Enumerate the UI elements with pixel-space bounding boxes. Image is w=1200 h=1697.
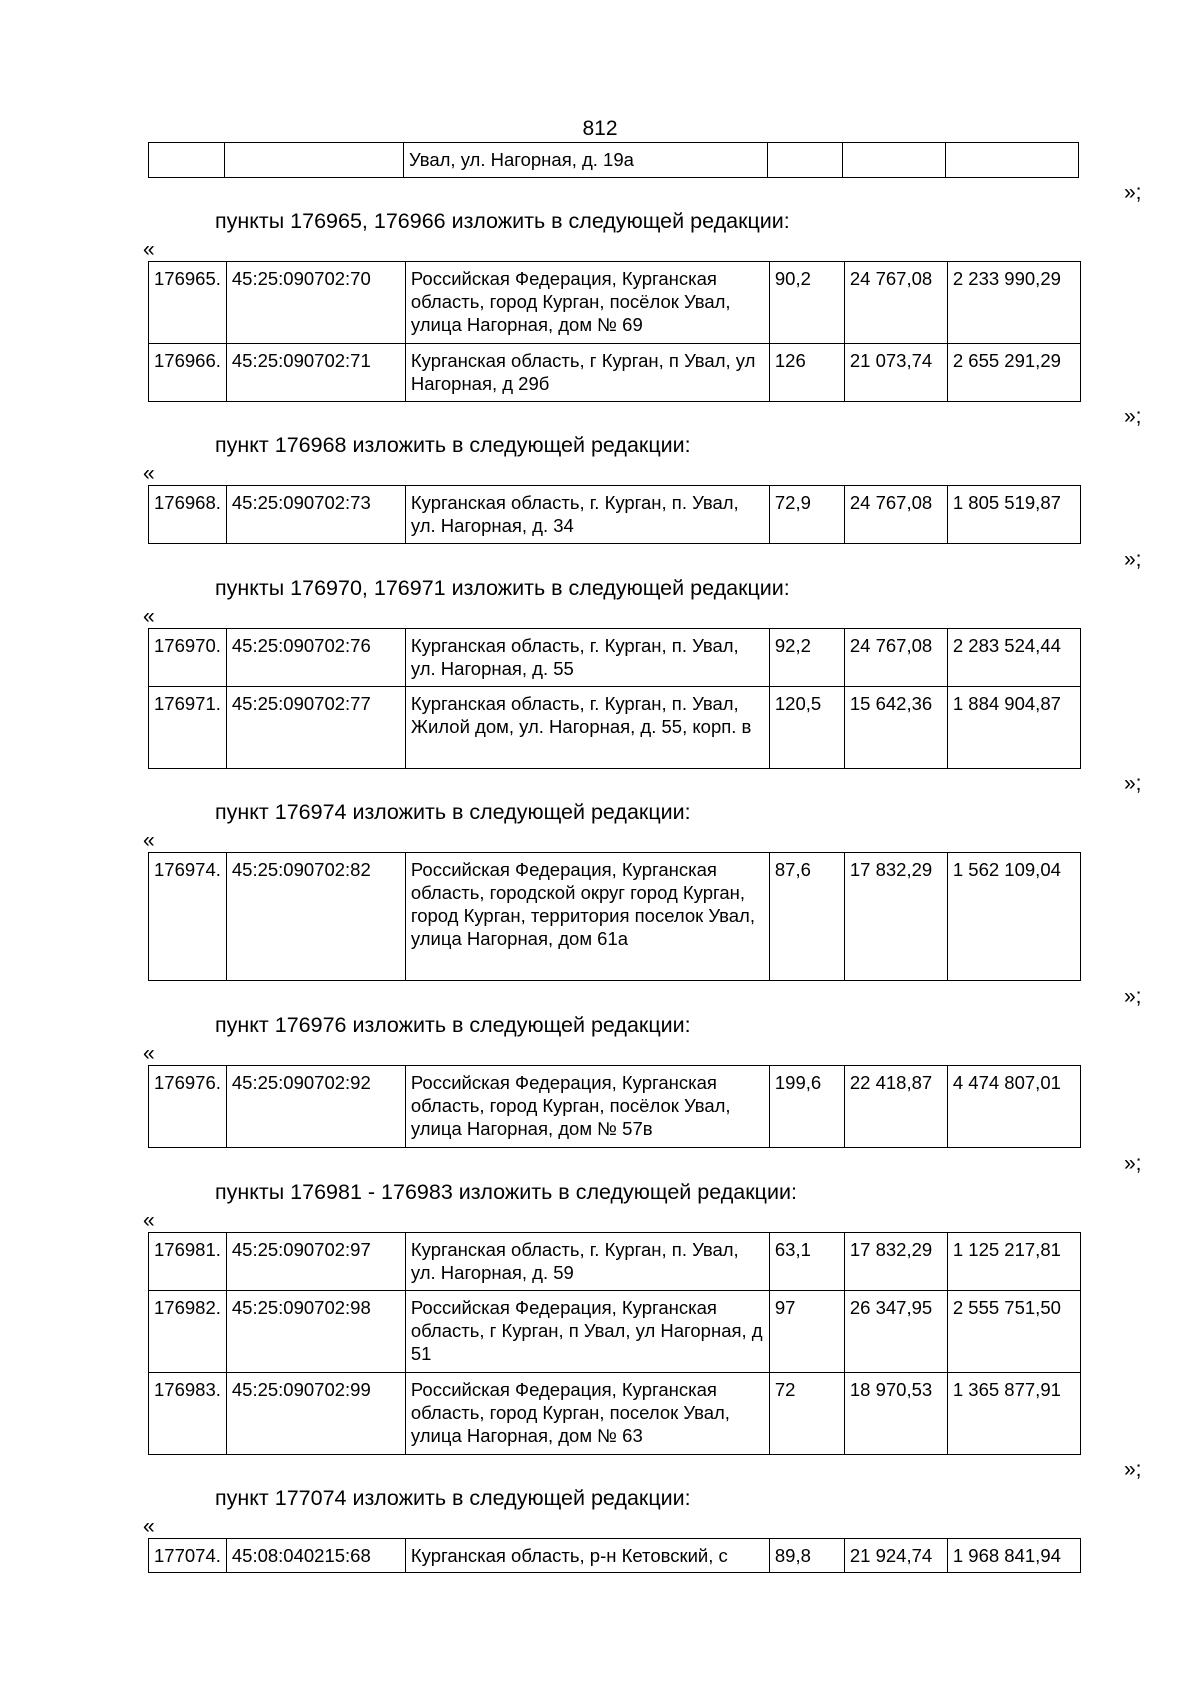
cell-value: 2 233 990,29 [947, 262, 1080, 344]
cell-area: 126 [769, 344, 844, 402]
cell-price: 17 832,29 [844, 853, 947, 981]
closing-quote: »; [1124, 1458, 1142, 1481]
cell-number: 176982. [149, 1291, 227, 1373]
cell-number: 177074. [149, 1539, 227, 1573]
cell-price: 24 767,08 [844, 629, 947, 687]
cell-value [946, 143, 1079, 178]
cell-value: 1 968 841,94 [947, 1539, 1080, 1573]
closing-quote: »; [1124, 548, 1142, 571]
table-row [149, 1066, 1081, 1148]
cell-number: 176983. [149, 1373, 227, 1455]
cell-cadastral: 45:25:090702:82 [226, 853, 405, 981]
cell-cadastral: 45:08:040215:68 [226, 1539, 405, 1573]
cell-price: 26 347,95 [844, 1291, 947, 1373]
cell-cadastral: 45:25:090702:76 [226, 629, 405, 687]
cell-price: 24 767,08 [844, 262, 947, 344]
closing-quote: »; [1124, 985, 1142, 1008]
cell-price: 15 642,36 [844, 687, 947, 769]
cell-area: 89,8 [769, 1539, 844, 1573]
cell-number: 176968. [149, 486, 227, 544]
cell-cadastral: 45:25:090702:71 [226, 344, 405, 402]
cell-address: Курганская область, г. Курган, п. Увал, ул. Нагорная, д. 34 [405, 486, 769, 544]
table-row [149, 344, 1081, 402]
table-row [149, 853, 1081, 981]
section-heading: пункт 177074 изложить в следующей редакции: [215, 1486, 691, 1510]
section-table [148, 1538, 1081, 1573]
opening-quote: « [143, 1209, 155, 1232]
cell-value: 2 283 524,44 [947, 629, 1080, 687]
cell-price: 18 970,53 [844, 1373, 947, 1455]
section-heading: пункт 176976 изложить в следующей редакции: [215, 1013, 691, 1037]
cell-area: 72 [769, 1373, 844, 1455]
cell-address: Российская Федерация, Курганская область, г Курган, п Увал, ул Нагорная, д 51 [405, 1291, 769, 1373]
cell-number: 176970. [149, 629, 227, 687]
table-row [149, 486, 1081, 544]
closing-quote: »; [1124, 181, 1142, 204]
opening-quote: « [143, 462, 155, 485]
cell-value: 2 655 291,29 [947, 344, 1080, 402]
cell-address: Увал, ул. Нагорная, д. 19а [404, 143, 768, 178]
table-row [149, 629, 1081, 687]
cell-area: 63,1 [769, 1233, 844, 1291]
cell-value: 1 125 217,81 [947, 1233, 1080, 1291]
section-heading: пункты 176970, 176971 изложить в следующей редакции: [215, 576, 790, 600]
opening-quote: « [143, 238, 155, 261]
cell-address: Курганская область, г Курган, п Увал, ул Нагорная, д 29б [405, 344, 769, 402]
cell-number: 176974. [149, 853, 227, 981]
cell-area: 72,9 [769, 486, 844, 544]
closing-quote: »; [1124, 772, 1142, 795]
table-row [149, 1291, 1081, 1373]
section-heading: пункт 176974 изложить в следующей редакции: [215, 800, 691, 824]
section-table [148, 852, 1081, 981]
cell-cadastral: 45:25:090702:70 [226, 262, 405, 344]
cell-address: Российская Федерация, Курганская область, город Курган, поселок Увал, улица Нагорная, дом № 63 [405, 1373, 769, 1455]
cell-address: Российская Федерация, Курганская область, город Курган, посёлок Увал, улица Нагорная, дом № 57в [405, 1066, 769, 1148]
cell-value: 1 884 904,87 [947, 687, 1080, 769]
cell-cadastral [225, 143, 404, 178]
cell-area [768, 143, 843, 178]
cell-price: 22 418,87 [844, 1066, 947, 1148]
cell-address: Российская Федерация, Курганская область, город Курган, посёлок Увал, улица Нагорная, дом № 69 [405, 262, 769, 344]
cell-area: 87,6 [769, 853, 844, 981]
cell-cadastral: 45:25:090702:73 [226, 486, 405, 544]
cell-cadastral: 45:25:090702:92 [226, 1066, 405, 1148]
section-heading: пункт 176968 изложить в следующей редакции: [215, 433, 691, 457]
cell-cadastral: 45:25:090702:97 [226, 1233, 405, 1291]
table-row [149, 1539, 1081, 1573]
cell-number: 176965. [149, 262, 227, 344]
opening-quote: « [143, 829, 155, 852]
cell-address: Курганская область, г. Курган, п. Увал, Жилой дом, ул. Нагорная, д. 55, корп. в [405, 687, 769, 769]
cell-value: 1 365 877,91 [947, 1373, 1080, 1455]
cell-number: 176966. [149, 344, 227, 402]
section-table [148, 261, 1081, 402]
cell-price [843, 143, 946, 178]
cell-value: 2 555 751,50 [947, 1291, 1080, 1373]
cell-area: 199,6 [769, 1066, 844, 1148]
cell-price: 21 073,74 [844, 344, 947, 402]
top-table [148, 142, 1079, 178]
cell-area: 97 [769, 1291, 844, 1373]
cell-cadastral: 45:25:090702:99 [226, 1373, 405, 1455]
table-row [149, 1373, 1081, 1455]
opening-quote: « [143, 605, 155, 628]
section-table [148, 1065, 1081, 1148]
cell-value: 1 562 109,04 [947, 853, 1080, 981]
cell-number: 176976. [149, 1066, 227, 1148]
cell-price: 24 767,08 [844, 486, 947, 544]
cell-number: 176971. [149, 687, 227, 769]
section-table [148, 485, 1081, 544]
section-heading: пункты 176965, 176966 изложить в следующей редакции: [215, 209, 790, 233]
cell-value: 4 474 807,01 [947, 1066, 1080, 1148]
cell-area: 90,2 [769, 262, 844, 344]
cell-area: 120,5 [769, 687, 844, 769]
cell-number [149, 143, 225, 178]
section-table [148, 1232, 1081, 1455]
cell-price: 17 832,29 [844, 1233, 947, 1291]
table-row [149, 687, 1081, 769]
cell-address: Курганская область, р-н Кетовский, с [405, 1539, 769, 1573]
closing-quote: »; [1124, 1152, 1142, 1175]
cell-area: 92,2 [769, 629, 844, 687]
cell-address: Российская Федерация, Курганская область, городской округ город Курган, город Курган, территория поселок Увал, улица Нагорная, дом 61а [405, 853, 769, 981]
cell-number: 176981. [149, 1233, 227, 1291]
cell-price: 21 924,74 [844, 1539, 947, 1573]
cell-cadastral: 45:25:090702:98 [226, 1291, 405, 1373]
cell-cadastral: 45:25:090702:77 [226, 687, 405, 769]
page-number: 812 [582, 117, 618, 140]
cell-value: 1 805 519,87 [947, 486, 1080, 544]
opening-quote: « [143, 1515, 155, 1538]
cell-address: Курганская область, г. Курган, п. Увал, ул. Нагорная, д. 59 [405, 1233, 769, 1291]
cell-address: Курганская область, г. Курган, п. Увал, ул. Нагорная, д. 55 [405, 629, 769, 687]
section-table [148, 628, 1081, 769]
section-heading: пункты 176981 - 176983 изложить в следующей редакции: [215, 1180, 797, 1204]
table-row [149, 1233, 1081, 1291]
table-row [149, 143, 1079, 178]
opening-quote: « [143, 1042, 155, 1065]
table-row [149, 262, 1081, 344]
closing-quote: »; [1124, 405, 1142, 428]
